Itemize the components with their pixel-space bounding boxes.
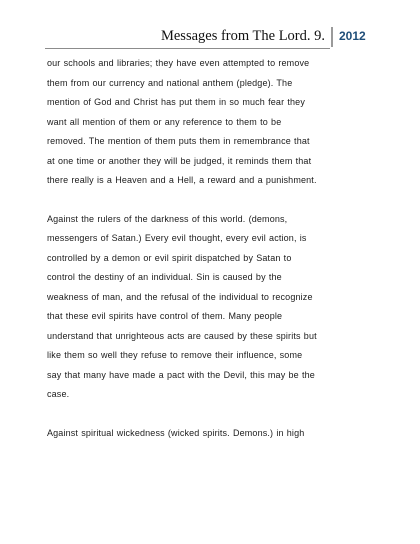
text-line: say that many have made a pact with the Devil, this may be the bbox=[47, 369, 315, 380]
header-rule bbox=[45, 48, 330, 49]
text-line: case. bbox=[47, 389, 70, 399]
text-line: mention of God and Christ has put them in so much fear they bbox=[47, 97, 305, 107]
page-header bbox=[0, 27, 420, 49]
document-body bbox=[47, 54, 347, 443]
paragraph-2 bbox=[47, 210, 347, 405]
text-line: at one time or another they will be judged, it reminds them that bbox=[47, 155, 312, 166]
text-line: controlled by a demon or evil spirit dispatched by Satan to bbox=[47, 252, 292, 263]
text-line: Against spiritual wickedness (wicked spirits. Demons.) in high bbox=[47, 427, 305, 438]
header-year: 2012 bbox=[339, 29, 366, 43]
text-line: understand that unrighteous acts are caused by these spirits but bbox=[47, 330, 317, 341]
header-divider bbox=[331, 27, 333, 47]
text-line: removed. The mention of them puts them in remembrance that bbox=[47, 136, 310, 146]
text-line: control the destiny of an individual. Sin is caused by the bbox=[47, 272, 282, 282]
text-line: weakness of man, and the refusal of the individual to recognize bbox=[47, 291, 313, 302]
text-line: them from our currency and national anthem (pledge). The bbox=[47, 77, 293, 88]
header-title: Messages from The Lord. 9. bbox=[160, 28, 325, 44]
text-line: Against the rulers of the darkness of this world. (demons, bbox=[47, 213, 288, 224]
text-line: there really is a Heaven and a Hell, a reward and a punishment. bbox=[47, 175, 317, 185]
paragraph-1 bbox=[47, 54, 347, 191]
text-line: our schools and libraries; they have even attempted to remove bbox=[47, 58, 310, 68]
text-line: like them so well they refuse to remove their influence, some bbox=[47, 350, 303, 360]
text-line: want all mention of them or any reference to them to be bbox=[47, 116, 282, 127]
text-line: messengers of Satan.) Every evil thought, every evil action, is bbox=[47, 233, 307, 243]
paragraph-3 bbox=[47, 424, 347, 444]
text-line: that these evil spirits have control of them. Many people bbox=[47, 311, 283, 321]
